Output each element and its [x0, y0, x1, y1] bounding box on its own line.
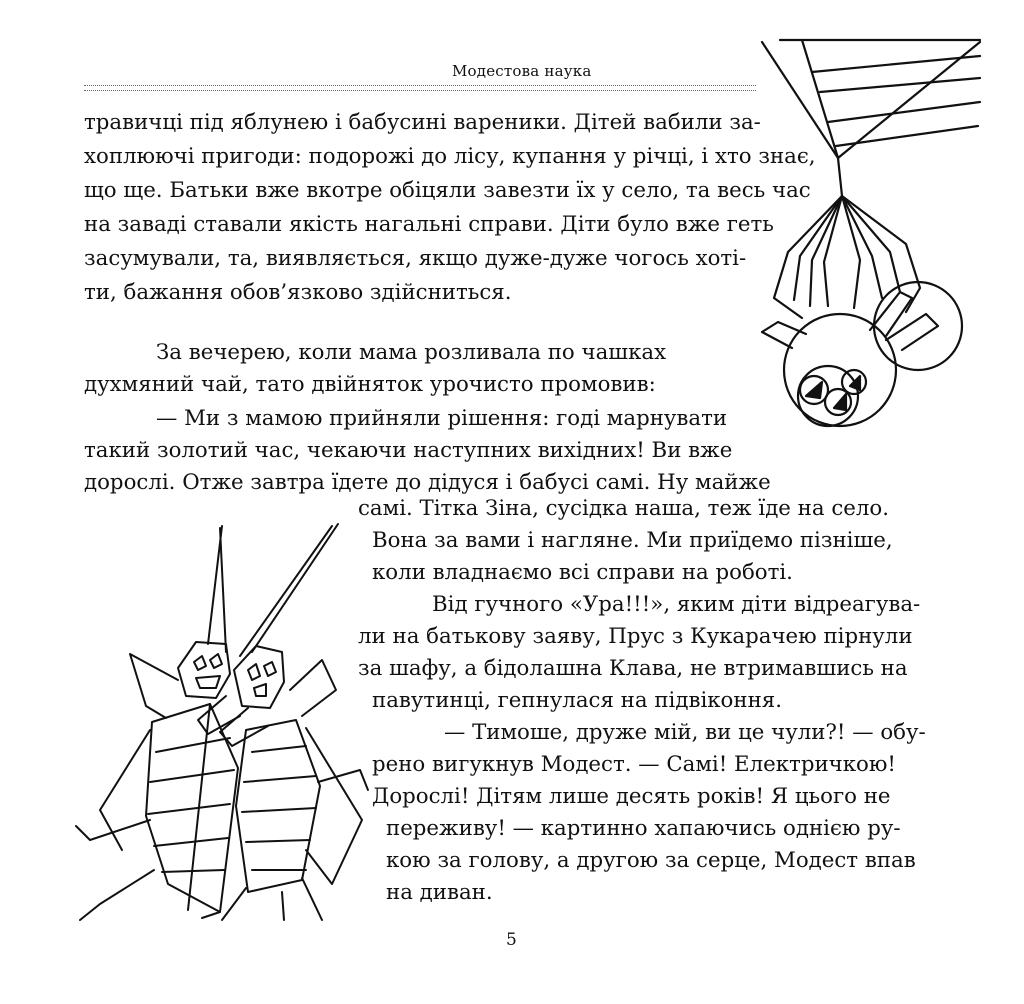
- text-line: Від гучного «Ура!!!», яким діти відреагува-: [432, 592, 921, 617]
- text-line: Вона за вами і нагляне. Ми приїдемо пізніше,: [372, 528, 893, 553]
- text-line: самі. Тітка Зіна, сусідка наша, теж їде на село.: [358, 496, 889, 521]
- header-divider: [84, 85, 756, 91]
- text-line: дорослі. Отже завтра їдете до дідуся і бабусі самі. Ну майже: [84, 470, 771, 495]
- text-line: ли на батькову заяву, Прус з Кукарачею пірнули: [358, 624, 913, 649]
- text-line: на диван.: [386, 880, 493, 905]
- text-line: хоплюючі пригоди: подорожі до лісу, купання у річці, і хто знає,: [84, 144, 816, 169]
- text-line: павутинці, гепнулася на підвіконня.: [372, 688, 782, 713]
- page-number: 5: [506, 930, 517, 950]
- text-line: За вечерею, коли мама розливала по чашках: [156, 340, 667, 365]
- running-title: Модестова наука: [452, 62, 592, 80]
- text-line: на заваді ставали якість нагальні справи. Діти було вже геть: [84, 212, 774, 237]
- text-line: — Тимоше, друже мій, ви це чули?! — обу-: [444, 720, 926, 745]
- text-line: травичці під яблунею і бабусині вареники. Дітей вабили за-: [84, 110, 761, 135]
- text-line: — Ми з мамою прийняли рішення: годі марнувати: [156, 406, 728, 431]
- text-line: що ще. Батьки вже вкотре обіцяли завезти їх у село, та весь час: [84, 178, 811, 203]
- text-line: переживу! — картинно хапаючись однією ру-: [386, 816, 901, 841]
- text-line: засумували, та, виявляється, якщо дуже-дуже чогось хоті-: [84, 246, 747, 271]
- text-line: коли владнаємо всі справи на роботі.: [372, 560, 793, 585]
- text-line: кою за голову, а другою за серце, Модест впав: [386, 848, 916, 873]
- spider-illustration: [750, 30, 990, 460]
- text-line: рено вигукнув Модест. — Самі! Електричкою!: [372, 752, 896, 777]
- text-line: такий золотий час, чекаючи наступних вихідних! Ви вже: [84, 438, 733, 463]
- text-line: ти, бажання обов’язково здійсниться.: [84, 280, 512, 305]
- cockroaches-illustration: [70, 520, 370, 920]
- text-line: духмяний чай, тато двійняток урочисто промовив:: [84, 372, 656, 397]
- text-line: Дорослі! Дітям лише десять років! Я цього не: [372, 784, 891, 809]
- text-line: за шафу, а бідолашна Клава, не втримавшись на: [358, 656, 908, 681]
